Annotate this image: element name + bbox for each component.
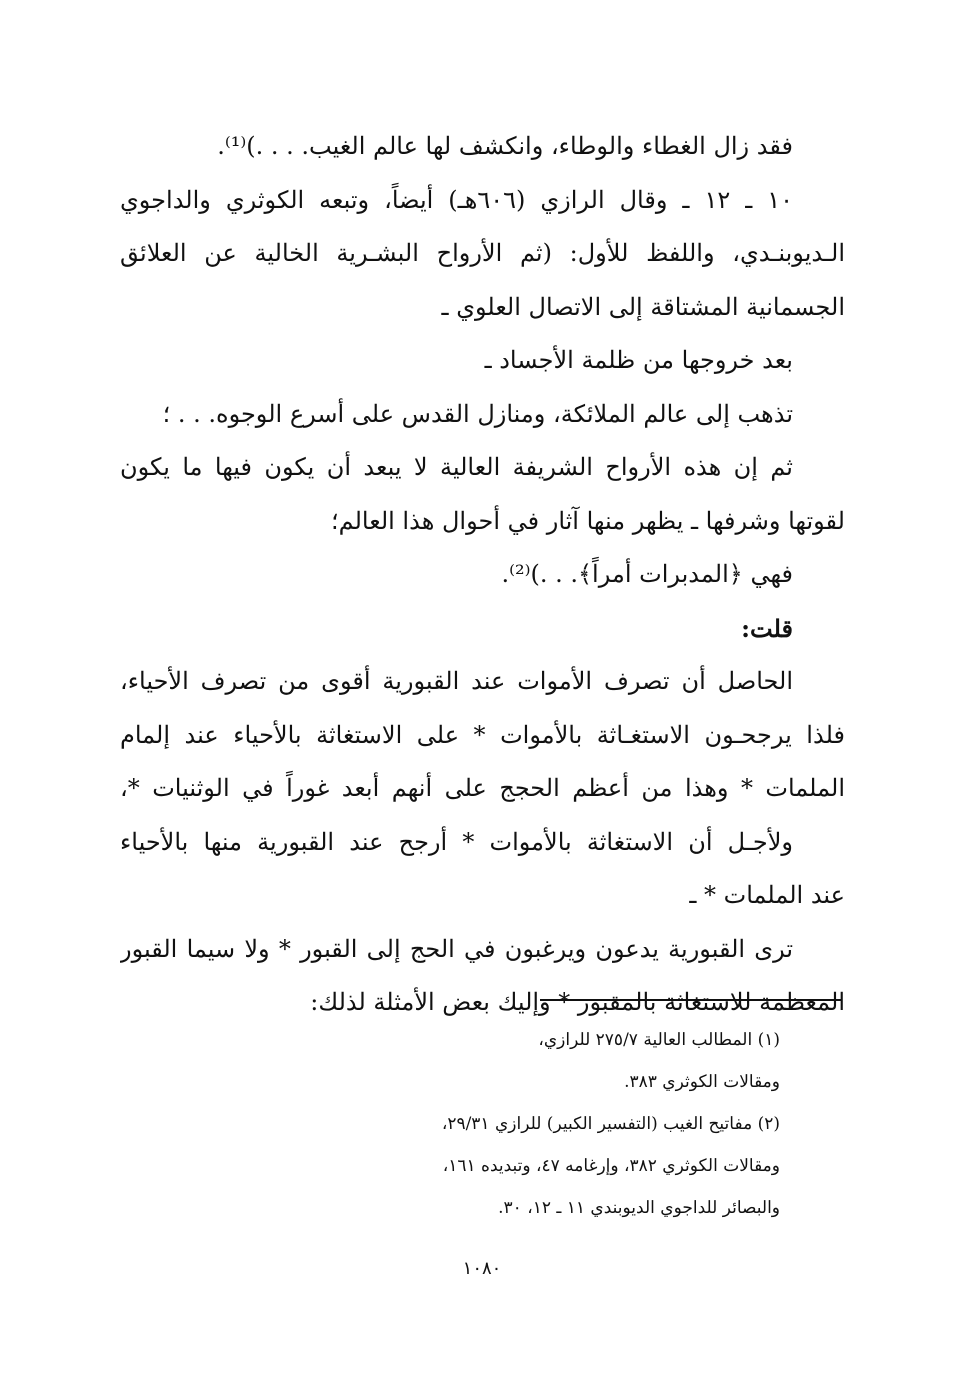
footnote-line-2: ومقالات الكوثري ٣٨٣. bbox=[624, 1072, 780, 1092]
text-line-17: المعظمة للاستغاثة بالمقبور * وإليك بعض الأمثلة لذلك: bbox=[310, 988, 845, 1016]
footnote-line-1: (١) المطالب العالية ٢٧٥/٧ للرازي، bbox=[538, 1030, 780, 1050]
text-line-11: الحاصل أن تصرف الأموات عند القبورية أقوى من تصرف الأحياء، bbox=[120, 667, 793, 695]
section-heading: قلت: bbox=[741, 613, 793, 643]
text-line-12: فلذا يرجحـون الاستغـاثة بالأموات * على الاستغاثة بالأحياء عند إلمام bbox=[120, 720, 845, 749]
text-line-14: ولأجـل أن الاستغاثة بالأموات * أرجح عند القبورية منها بالأحياء bbox=[120, 827, 793, 856]
text-line-8: لقوتها وشرفها ـ يظهر منها آثار في أحوال هذا العالم؛ bbox=[331, 506, 845, 535]
text-line-1: فقد زال الغطاء والوطاء، وانكشف لها عالم الغيب. . . .)⁽¹⁾. bbox=[217, 132, 793, 160]
text-line-7: ثم إن هذه الأرواح الشريفة العالية لا يبعد أن يكون فيها ما يكون bbox=[120, 453, 793, 481]
text-line-13: الملمات * وهذا من أعظم الحجج على أنهم أبعد غوراً في الوثنيات *، bbox=[120, 774, 845, 802]
text-line-6: تذهب إلى عالم الملائكة، ومنازل القدس على أسرع الوجوه. . . ؛ bbox=[162, 399, 793, 428]
text-line-15: عند الملمات * ـ bbox=[689, 881, 845, 909]
text-line-9: فهي ﴿المدبرات أمراً﴾. . .)⁽²⁾. bbox=[501, 560, 793, 588]
text-line-4: الجسمانية المشتاقة إلى الاتصال العلوي ـ bbox=[441, 292, 845, 321]
text-line-3: الـديوبنـدي، واللفظ للأول: (ثم الأرواح البشـرية الخالية عن العلائق bbox=[120, 239, 845, 267]
text-line-5: بعد خروجها من ظلمة الأجساد ـ bbox=[484, 346, 793, 374]
page-number: ١٠٨٠ bbox=[462, 1258, 502, 1279]
footnote-line-3: (٢) مفاتيح الغيب (التفسير الكبير) للرازي ٢٩/٣١، bbox=[441, 1114, 780, 1134]
text-line-16: ترى القبورية يدعون ويرغبون في الحج إلى القبور * ولا سيما القبور bbox=[120, 934, 793, 963]
footnotes bbox=[300, 1019, 780, 1229]
main-text bbox=[120, 120, 845, 1030]
footnote-line-4: ومقالات الكوثري ٣٨٢، وإرغامه ٤٧، وتبديده ١٦١، bbox=[442, 1156, 780, 1176]
footnote-line-5: والبصائر للداجوي الديوبندي ١١ ـ ١٢، ٣٠. bbox=[498, 1198, 780, 1218]
text-line-2: ١٠ ـ ١٢ ـ وقال الرازي (٦٠٦هـ) أيضاً، وتبعه الكوثري والداجوي bbox=[120, 185, 793, 214]
footnote-separator bbox=[540, 999, 842, 1001]
